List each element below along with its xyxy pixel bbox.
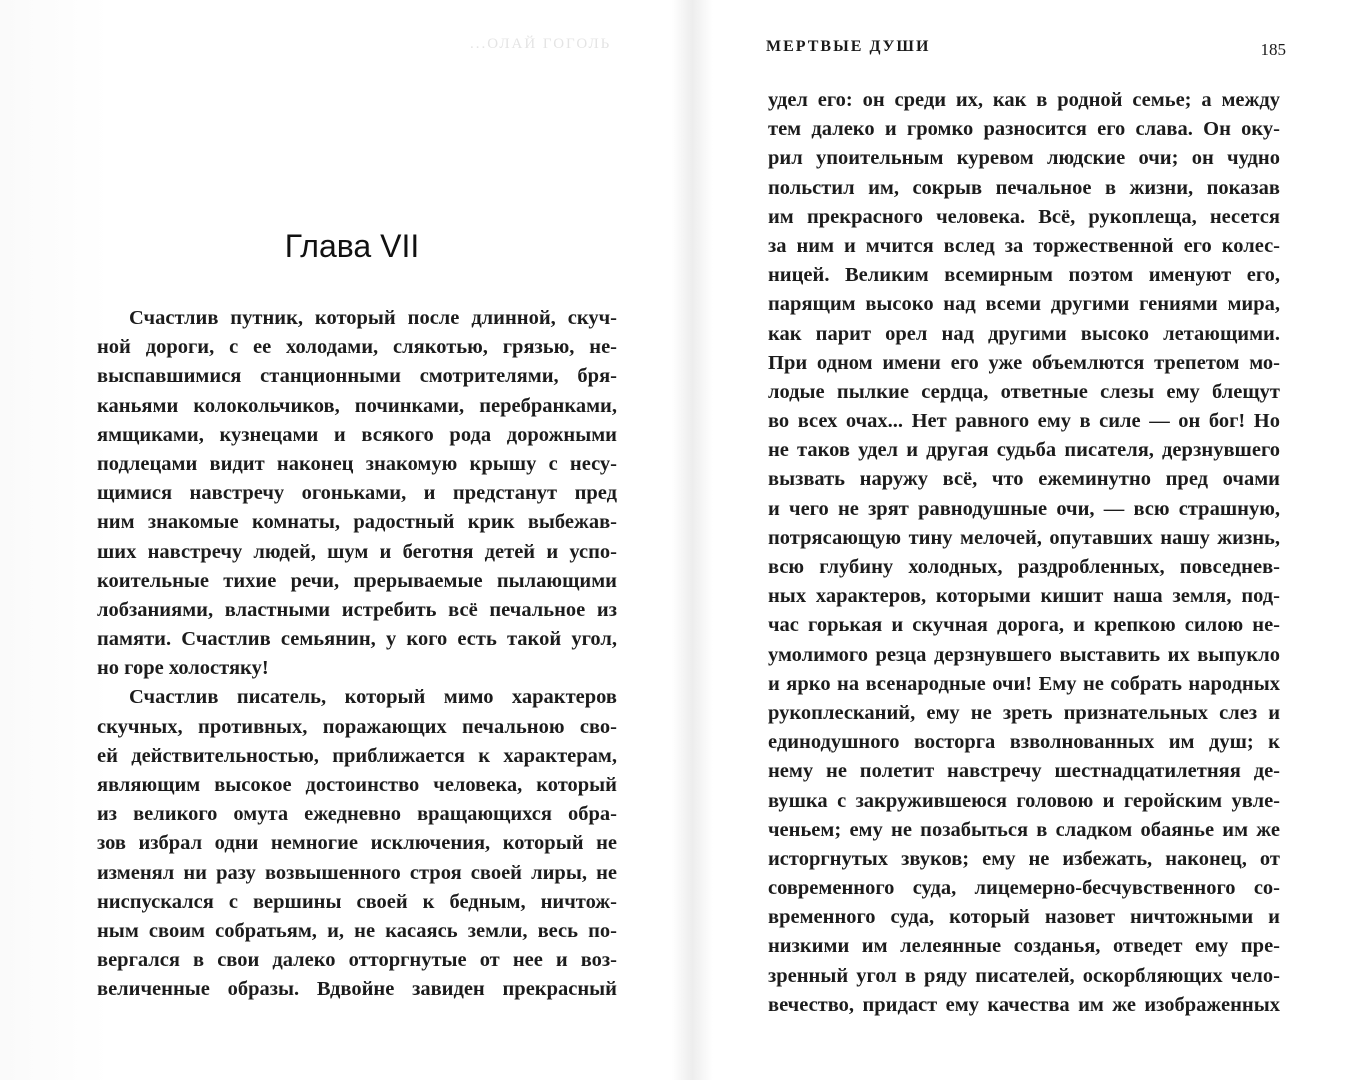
text-line: умолимого резца дерзнувшего выставить их выпукло bbox=[768, 643, 1280, 666]
text-line: парящим высоко над всеми другими гениями мира, bbox=[768, 293, 1280, 316]
text-line: тем далеко и громко разносится его слава. Он оку- bbox=[768, 118, 1280, 141]
text-line: ченьем; ему не позабыться в сладком обаянье им же bbox=[768, 818, 1280, 841]
text-line: и ярко на всенародные очи! Ему не собрать народных bbox=[768, 672, 1280, 695]
text-line: современного суда, лицемерно-бесчувственного со- bbox=[768, 877, 1280, 900]
text-line: ямщиками, кузнецами и всякого рода дорожными bbox=[97, 423, 617, 446]
text-line: не таков удел и другая судьба писателя, дерзнувшего bbox=[768, 439, 1280, 462]
page-number: 185 bbox=[1260, 40, 1286, 59]
text-line: ных характеров, которыми кишит наша земля, под- bbox=[768, 585, 1280, 608]
text-line: временного суда, который назовет ничтожными и bbox=[768, 906, 1280, 929]
running-head-title: МЕРТВЫЕ ДУШИ bbox=[766, 38, 931, 55]
text-line: ниспускался с вершины своей к бедным, ничтож- bbox=[97, 890, 617, 913]
text-line: потрясающую тину мелочей, опутавших нашу жизнь, bbox=[768, 526, 1280, 549]
text-line: подлецами видит наконец знакомую крышу с несу- bbox=[97, 452, 617, 475]
text-line: щимися навстречу огоньками, и предстанут пред bbox=[97, 482, 617, 505]
text-line: лобзаниями, властными истребить всё печальное из bbox=[97, 598, 617, 621]
text-line: ницей. Великим всемирным поэтом именуют его, bbox=[768, 264, 1280, 287]
text-line: ей действительностью, приближается к характерам, bbox=[97, 744, 617, 767]
text-line: час горькая и скучная дорога, и крепкою силою не- bbox=[768, 614, 1280, 637]
text-line: зов избрал одни немногие исключения, который не bbox=[97, 832, 617, 855]
text-line: исторгнутых звуков; ему не избежать, наконец, от bbox=[768, 847, 1280, 870]
text-line: удел его: он среди их, как в родной семье; а между bbox=[768, 89, 1280, 111]
text-line: как парит орел над другими высоко летающими. bbox=[768, 322, 1280, 345]
text-line: низкими им лелеянные созданья, отведет ему пре- bbox=[768, 935, 1280, 958]
text-line: изменял ни разу возвышенного строя своей лиры, не bbox=[97, 861, 617, 884]
text-line: вечество, придаст ему качества им же изображенных bbox=[768, 993, 1280, 1016]
text-line: являющим высокое достоинство человека, который bbox=[97, 774, 617, 796]
text-line: и чего не зрят равнодушные очи, — всю страшную, bbox=[768, 497, 1280, 520]
text-line: во всех очах... Нет равного ему в силе — он бог! Но bbox=[768, 410, 1280, 433]
text-line: При одном имени его уже объемлются трепетом мо- bbox=[768, 351, 1280, 374]
text-line: им прекрасного человека. Всё, рукоплеща, несется bbox=[768, 205, 1280, 228]
text-line: ним знакомые комнаты, радостный крик выбежав- bbox=[97, 511, 617, 534]
text-line: вергался в свои далеко отторгнутые от нее и воз- bbox=[97, 949, 617, 972]
text-line: но горе холостяку! bbox=[97, 657, 269, 680]
text-line: нему не полетит навстречу шестнадцатилетняя де- bbox=[768, 760, 1280, 783]
text-line: всю глубину холодных, раздробленных, повседнев- bbox=[768, 556, 1280, 578]
text-line: каньями колокольчиков, починками, перебранками, bbox=[97, 394, 617, 417]
text-line: скучных, противных, поражающих печальною сво- bbox=[97, 715, 617, 738]
text-line: лодые пылкие сердца, ответные слезы ему блещут bbox=[768, 380, 1280, 403]
text-line: Счастлив писатель, который мимо характеров bbox=[129, 686, 617, 709]
right-page-body-text bbox=[768, 86, 1280, 1020]
text-line: зренный угол в ряду писателей, оскорбляющих чело- bbox=[768, 964, 1280, 987]
text-line: Счастлив путник, который после длинной, скуч- bbox=[129, 307, 617, 329]
text-line: ших навстречу людей, шум и беготня детей и успо- bbox=[97, 540, 617, 563]
text-line: рукоплесканий, ему не зреть признательных слез и bbox=[768, 701, 1280, 724]
ghost-running-head: ...ОЛАЙ ГОГОЛЬ bbox=[470, 36, 612, 52]
text-line: из великого омута ежедневно вращающихся обра- bbox=[97, 803, 617, 826]
text-line: за ним и мчится вслед за торжественной его колес- bbox=[768, 234, 1280, 257]
right-page bbox=[686, 0, 1371, 1080]
text-line: рил упоительным куревом людские очи; он чудно bbox=[768, 147, 1280, 170]
text-line: коительные тихие речи, прерываемые пылающими bbox=[97, 569, 617, 592]
text-line: выспавшимися станционными смотрителями, бря- bbox=[97, 365, 617, 388]
left-page bbox=[0, 0, 685, 1080]
chapter-title: Глава VII bbox=[284, 228, 420, 264]
text-line: единодушного восторга взволнованных им душ; к bbox=[768, 731, 1280, 754]
text-line: величенные образы. Вдвойне завиден прекрасный bbox=[97, 978, 617, 1001]
left-page-body-text bbox=[97, 304, 617, 1005]
text-line: ной дороги, с ее холодами, слякотью, грязью, не- bbox=[97, 336, 617, 359]
text-line: ным своим собратьям, и, не касаясь земли, весь по- bbox=[97, 919, 617, 942]
text-line: вызвать наружу всё, что ежеминутно пред очами bbox=[768, 468, 1280, 491]
text-line: вушка с закружившеюся головою и геройским увле- bbox=[768, 789, 1280, 812]
text-line: памяти. Счастлив семьянин, у кого есть такой угол, bbox=[97, 628, 617, 651]
text-line: польстил им, сокрыв печальное в жизни, показав bbox=[768, 176, 1280, 199]
